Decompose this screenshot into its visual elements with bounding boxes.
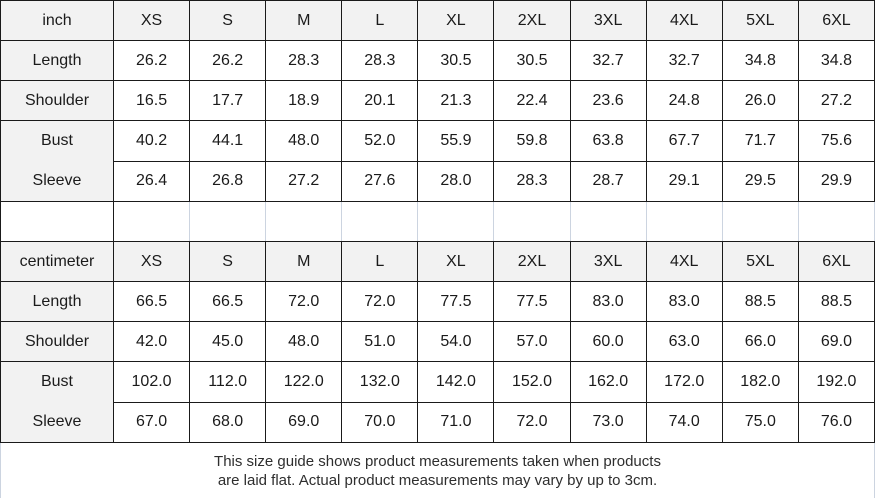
measurement-cell: 63.8 [570, 121, 646, 162]
inch-bust-row [1, 121, 875, 162]
size-col-header: XL [418, 242, 494, 282]
inch-sleeve-row [1, 161, 875, 202]
measurement-cell: 142.0 [418, 362, 494, 403]
size-col-header: 4XL [646, 1, 722, 41]
measurement-cell: 42.0 [114, 322, 190, 362]
measurement-cell: 26.8 [190, 161, 266, 202]
measurement-cell: 57.0 [494, 322, 570, 362]
spacer-cell [570, 202, 646, 242]
measurement-cell: 51.0 [342, 322, 418, 362]
measurement-cell: 29.9 [798, 161, 874, 202]
cm-header-row [1, 242, 875, 282]
measurement-cell: 32.7 [570, 41, 646, 81]
measurement-cell: 75.0 [722, 402, 798, 443]
measurement-cell: 75.6 [798, 121, 874, 162]
size-col-header: 6XL [798, 1, 874, 41]
measurement-cell: 162.0 [570, 362, 646, 403]
measurement-cell: 16.5 [114, 81, 190, 121]
measurement-cell: 23.6 [570, 81, 646, 121]
cm-bust-sleeve-label-cell [1, 362, 114, 443]
measurement-cell: 48.0 [266, 322, 342, 362]
size-col-header: 2XL [494, 242, 570, 282]
measurement-cell: 122.0 [266, 362, 342, 403]
measurement-cell: 54.0 [418, 322, 494, 362]
size-col-header: S [190, 1, 266, 41]
measurement-cell: 68.0 [190, 402, 266, 443]
measurement-cell: 28.3 [342, 41, 418, 81]
size-col-header: XS [114, 1, 190, 41]
measurement-cell: 66.5 [114, 282, 190, 322]
size-col-header: 6XL [798, 242, 874, 282]
measurement-cell: 83.0 [570, 282, 646, 322]
inch-shoulder-row [1, 81, 875, 121]
size-col-header: L [342, 242, 418, 282]
measurement-cell: 69.0 [266, 402, 342, 443]
inch-unit-cell: inch [1, 1, 114, 41]
measurement-cell: 34.8 [722, 41, 798, 81]
cm-sleeve-row [1, 402, 875, 443]
measurement-cell: 26.4 [114, 161, 190, 202]
measurement-cell: 45.0 [190, 322, 266, 362]
measurement-cell: 132.0 [342, 362, 418, 403]
size-guide-note [0, 443, 875, 498]
inch-length-row [1, 41, 875, 81]
measurement-cell: 102.0 [114, 362, 190, 403]
measurement-cell: 48.0 [266, 121, 342, 162]
spacer-label-cell [1, 202, 114, 242]
row-label-sleeve: Sleeve [32, 413, 82, 430]
measurement-cell: 26.2 [114, 41, 190, 81]
measurement-cell: 83.0 [646, 282, 722, 322]
measurement-cell: 192.0 [798, 362, 874, 403]
measurement-cell: 88.5 [798, 282, 874, 322]
spacer-cell [798, 202, 874, 242]
row-label-shoulder: Shoulder [1, 322, 114, 362]
spacer-cell [342, 202, 418, 242]
row-label-shoulder: Shoulder [1, 81, 114, 121]
spacer-cell [722, 202, 798, 242]
spacer-row [1, 202, 875, 242]
measurement-cell: 27.6 [342, 161, 418, 202]
measurement-cell: 20.1 [342, 81, 418, 121]
measurement-cell: 77.5 [418, 282, 494, 322]
size-col-header: 5XL [722, 242, 798, 282]
measurement-cell: 28.7 [570, 161, 646, 202]
measurement-cell: 73.0 [570, 402, 646, 443]
measurement-cell: 24.8 [646, 81, 722, 121]
measurement-cell: 30.5 [418, 41, 494, 81]
measurement-cell: 52.0 [342, 121, 418, 162]
spacer-cell [190, 202, 266, 242]
inch-bust-sleeve-label-cell [1, 121, 114, 202]
measurement-cell: 59.8 [494, 121, 570, 162]
measurement-cell: 27.2 [798, 81, 874, 121]
measurement-cell: 152.0 [494, 362, 570, 403]
measurement-cell: 29.5 [722, 161, 798, 202]
spacer-cell [114, 202, 190, 242]
measurement-cell: 72.0 [266, 282, 342, 322]
measurement-cell: 60.0 [570, 322, 646, 362]
measurement-cell: 30.5 [494, 41, 570, 81]
size-col-header: M [266, 242, 342, 282]
measurement-cell: 29.1 [646, 161, 722, 202]
measurement-cell: 67.7 [646, 121, 722, 162]
size-col-header: 4XL [646, 242, 722, 282]
measurement-cell: 71.7 [722, 121, 798, 162]
size-col-header: XL [418, 1, 494, 41]
measurement-cell: 172.0 [646, 362, 722, 403]
spacer-cell [646, 202, 722, 242]
measurement-cell: 44.1 [190, 121, 266, 162]
measurement-cell: 28.3 [494, 161, 570, 202]
row-label-bust: Bust [40, 132, 73, 149]
size-col-header: 2XL [494, 1, 570, 41]
spacer-cell [418, 202, 494, 242]
size-col-header: S [190, 242, 266, 282]
cm-unit-cell: centimeter [1, 242, 114, 282]
row-label-length: Length [1, 282, 114, 322]
measurement-cell: 182.0 [722, 362, 798, 403]
size-col-header: 3XL [570, 1, 646, 41]
size-col-header: M [266, 1, 342, 41]
size-col-header: 5XL [722, 1, 798, 41]
note-line-1: This size guide shows product measurements taken when products [214, 453, 661, 470]
measurement-cell: 63.0 [646, 322, 722, 362]
spacer-cell [266, 202, 342, 242]
measurement-cell: 18.9 [266, 81, 342, 121]
measurement-cell: 55.9 [418, 121, 494, 162]
cm-shoulder-row [1, 322, 875, 362]
measurement-cell: 77.5 [494, 282, 570, 322]
cm-bust-row [1, 362, 875, 403]
note-line-2: are laid flat. Actual product measurements may vary by up to 3cm. [217, 472, 658, 489]
measurement-cell: 66.5 [190, 282, 266, 322]
inch-header-row [1, 1, 875, 41]
measurement-cell: 72.0 [342, 282, 418, 322]
measurement-cell: 28.0 [418, 161, 494, 202]
measurement-cell: 32.7 [646, 41, 722, 81]
measurement-cell: 67.0 [114, 402, 190, 443]
measurement-cell: 71.0 [418, 402, 494, 443]
measurement-cell: 66.0 [722, 322, 798, 362]
size-col-header: XS [114, 242, 190, 282]
measurement-cell: 70.0 [342, 402, 418, 443]
cm-length-row [1, 282, 875, 322]
measurement-cell: 28.3 [266, 41, 342, 81]
size-col-header: L [342, 1, 418, 41]
measurement-cell: 26.2 [190, 41, 266, 81]
row-label-sleeve: Sleeve [32, 172, 82, 189]
row-label-length: Length [1, 41, 114, 81]
measurement-cell: 40.2 [114, 121, 190, 162]
measurement-cell: 22.4 [494, 81, 570, 121]
measurement-cell: 112.0 [190, 362, 266, 403]
measurement-cell: 69.0 [798, 322, 874, 362]
measurement-cell: 74.0 [646, 402, 722, 443]
measurement-cell: 76.0 [798, 402, 874, 443]
row-label-bust: Bust [40, 373, 73, 390]
measurement-cell: 34.8 [798, 41, 874, 81]
measurement-cell: 17.7 [190, 81, 266, 121]
measurement-cell: 26.0 [722, 81, 798, 121]
measurement-cell: 88.5 [722, 282, 798, 322]
measurement-cell: 27.2 [266, 161, 342, 202]
spacer-cell [494, 202, 570, 242]
size-col-header: 3XL [570, 242, 646, 282]
measurement-cell: 21.3 [418, 81, 494, 121]
measurement-cell: 72.0 [494, 402, 570, 443]
